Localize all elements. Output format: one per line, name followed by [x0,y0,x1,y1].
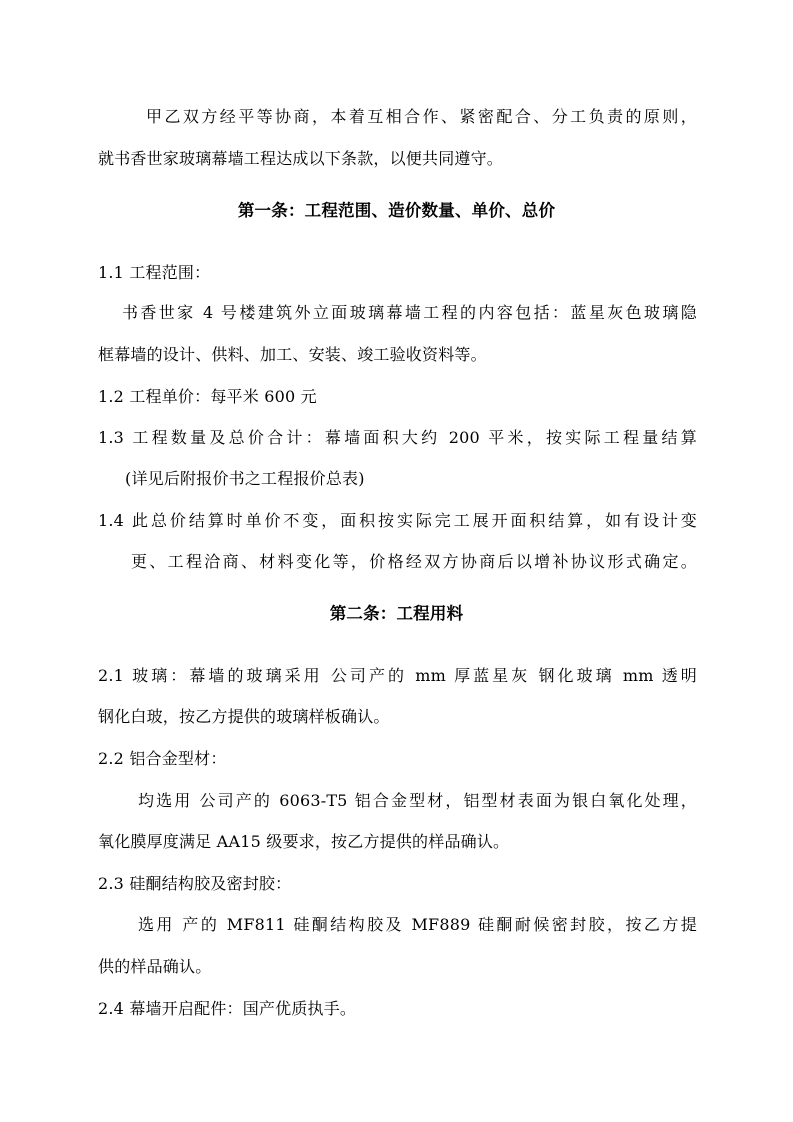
section-1-1-body-line-2: 框幕墙的设计、供料、加工、安装、竣工验收资料等。 [98,345,487,364]
section-2-1-line-1: 2.1 玻璃：幕墙的玻璃采用 公司产的 mm 厚蓝星灰 钢化玻璃 mm 透明 [98,666,697,685]
section-1-1-body-line-1: 书香世家 4 号楼建筑外立面玻璃幕墙工程的内容包括：蓝星灰色玻璃隐 [122,303,697,322]
section-1-4-line-2: 更、工程洽商、材料变化等，价格经双方协商后以增补协议形式确定。 [131,552,697,571]
section-1-4-line-1: 1.4 此总价结算时单价不变，面积按实际完工展开面积结算，如有设计变 [98,511,697,530]
intro-line-1: 甲乙双方经平等协商，本着互相合作、紧密配合、分工负责的原则， [146,107,697,126]
section-2-4: 2.4 幕墙开启配件：国产优质执手。 [98,999,357,1018]
section-1-2: 1.2 工程单价：每平米 600 元 [98,387,317,406]
article-1-heading: 第一条：工程范围、造价数量、单价、总价 [237,201,556,220]
section-2-2-body-line-2: 氧化膜厚度满足 AA15 级要求，按乙方提供的样品确认。 [98,832,510,851]
section-2-1-line-2: 钢化白玻，按乙方提供的玻璃样板确认。 [98,707,390,726]
section-2-2-body-line-1: 均选用 公司产的 6063-T5 铝合金型材，铝型材表面为银白氧化处理， [138,791,697,810]
section-1-1-title: 1.1 工程范围： [98,263,211,282]
intro-line-2: 就书香世家玻璃幕墙工程达成以下条款，以便共同遵守。 [98,149,504,168]
section-2-3-title: 2.3 硅酮结构胶及密封胶： [98,874,292,893]
section-2-3-body-line-2: 供的样品确认。 [98,957,212,976]
section-1-3-line-2: (详见后附报价书之工程报价总表) [125,469,365,488]
section-2-2-title: 2.2 铝合金型材： [98,749,227,768]
section-2-3-body-line-1: 选用 产的 MF811 硅酮结构胶及 MF889 硅酮耐候密封胶，按乙方提 [138,915,697,934]
section-1-3-line-1: 1.3 工程数量及总价合计：幕墙面积大约 200 平米，按实际工程量结算 [98,428,697,447]
article-2-heading: 第二条：工程用料 [329,604,464,623]
